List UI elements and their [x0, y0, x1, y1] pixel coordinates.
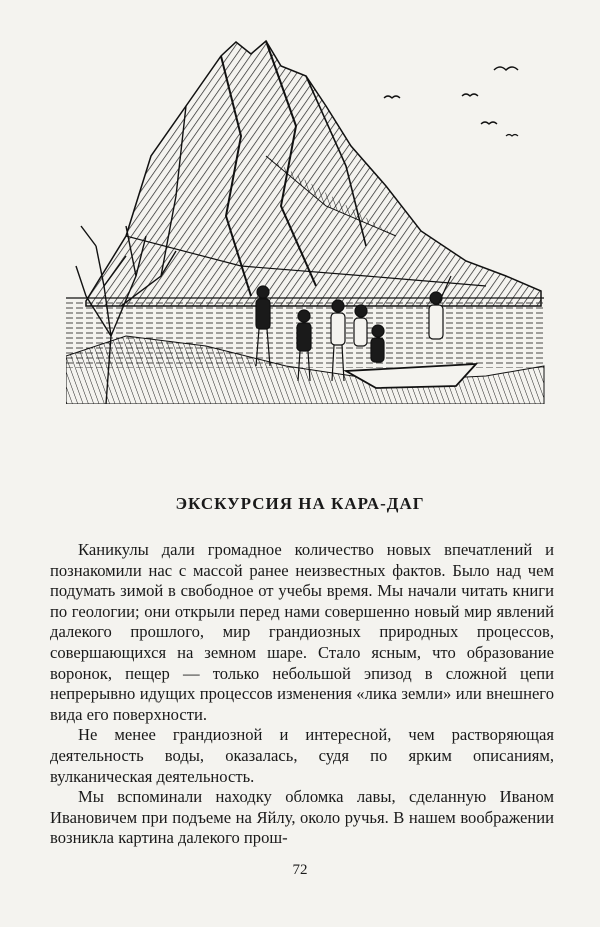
paragraph: Не менее грандиозной и интересной, чем растворяющая деятельность воды, оказалась, судя по ярким описаниям, вулканическая деятельность. [50, 725, 554, 786]
body-text [50, 540, 554, 849]
bird [506, 135, 518, 137]
illustration-kara-dag [66, 36, 546, 404]
bird [462, 94, 478, 96]
bird [384, 96, 400, 98]
paragraph: Мы вспоминали находку обломка лавы, сделанную Иваном Ивановичем при подъеме на Яйлу, около ручья. В нашем воображении возникла картина далекого прош- [50, 787, 554, 848]
paragraph: Каникулы дали громадное количество новых впечатлений и познакомили нас с массой ранее неизвестных фактов. Было над чем подумать зимой в свободное от учебы время. Мы начали читать книги по геологии; они открыли перед нами совершенно новый мир явлений далекого прошлого, мир грандиозных природных процессов, совершающихся на земном шаре. Стало ясным, что образование воронок, пещер — только небольшой эпизод в сложной цепи непрерывно идущих процессов изменения «лика земли» или внешнего вида его поверхности. [50, 540, 554, 724]
mountain [86, 41, 541, 306]
bird [494, 67, 518, 70]
page-number: 72 [292, 862, 308, 878]
chapter-title: ЭКСКУРСИЯ НА КАРА-ДАГ [175, 494, 425, 513]
bird [481, 122, 497, 124]
